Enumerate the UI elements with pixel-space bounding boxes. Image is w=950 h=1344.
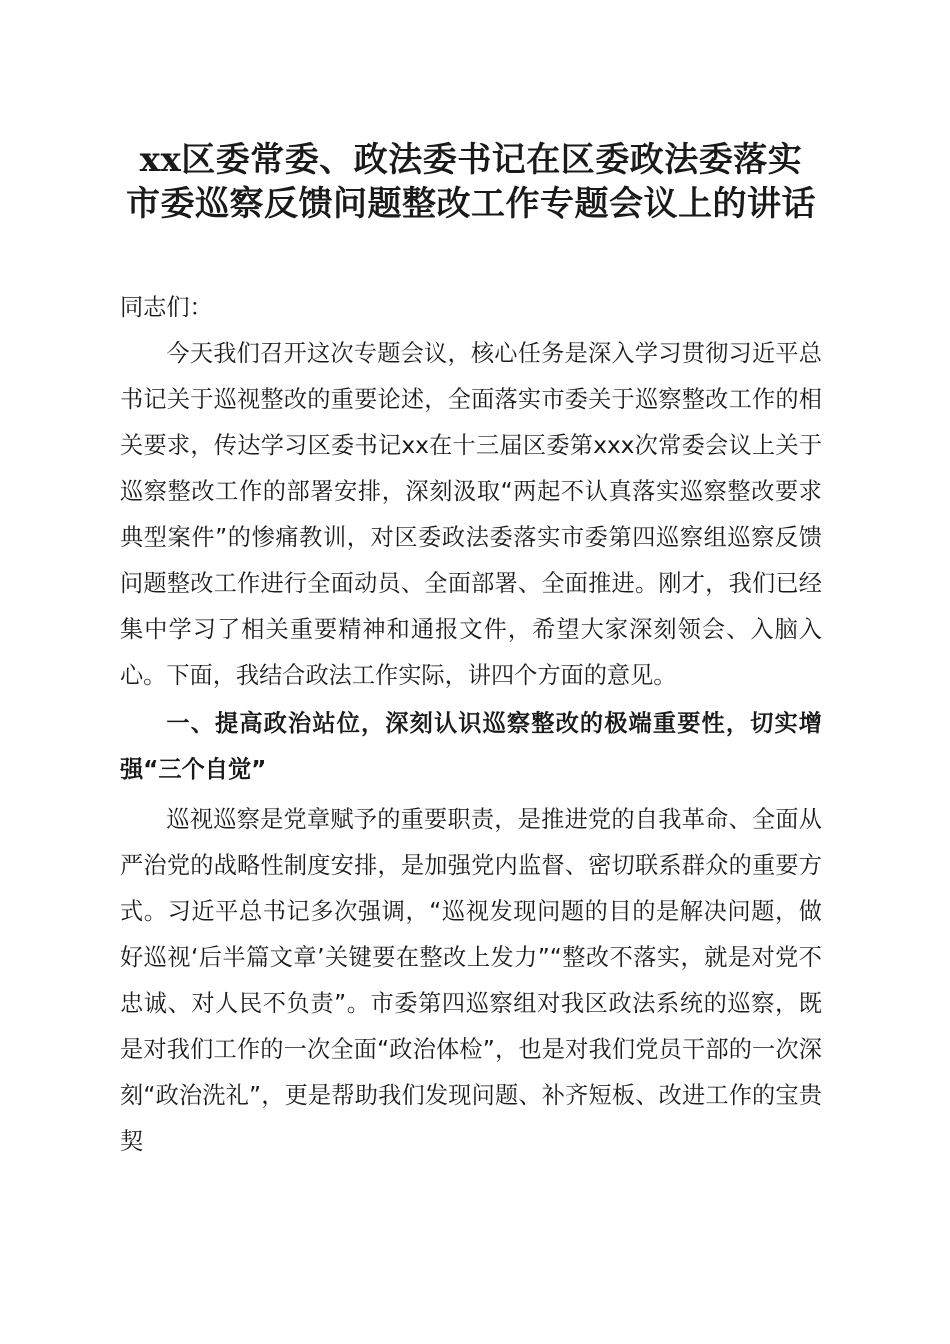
document-page: [120, 138, 822, 1165]
title-line-2: 市委巡察反馈问题整改工作专题会议上的讲话: [126, 184, 816, 224]
document-body: [120, 285, 822, 1165]
title-line-1: xx区委常委、政法委书记在区委政法委落实: [139, 140, 803, 180]
section-heading-1: 一、提高政治站位，深刻认识巡察整改的极端重要性，切实增强“三个自觉”: [120, 710, 822, 783]
document-title: [120, 138, 822, 226]
intro-paragraph: 今天我们召开这次专题会议，核心任务是深入学习贯彻习近平总书记关于巡视整改的重要论述，全面落实市委关于巡察整改工作的相关要求，传达学习区委书记xx在十三届区委第xxx次常委会议上关于巡察整改工作的部署安排，深刻汲取“两起不认真落实巡察整改要求典型案件”的惨痛教训，对区委政法委落实市委第四巡察组巡察反馈问题整改工作进行全面动员、全面部署、全面推进。刚才，我们已经集中学习了相关重要精神和通报文件，希望大家深刻领会、入脑入心。下面，我结合政法工作实际，讲四个方面的意见。: [120, 340, 822, 689]
salutation: 同志们：: [120, 294, 213, 321]
section-1-paragraph: 巡视巡察是党章赋予的重要职责，是推进党的自我革命、全面从严治党的战略性制度安排，是加强党内监督、密切联系群众的重要方式。习近平总书记多次强调，“巡视发现问题的目的是解决问题，做好巡视‘后半篇文章’关键要在整改上发力”“整改不落实，就是对党不忠诚、对人民不负责”。市委第四巡察组对我区政法系统的巡察，既是对我们工作的一次全面“政治体检”，也是对我们党员干部的一次深刻“政治洗礼”，更是帮助我们发现问题、补齐短板、改进工作的宝贵契: [120, 806, 822, 1155]
